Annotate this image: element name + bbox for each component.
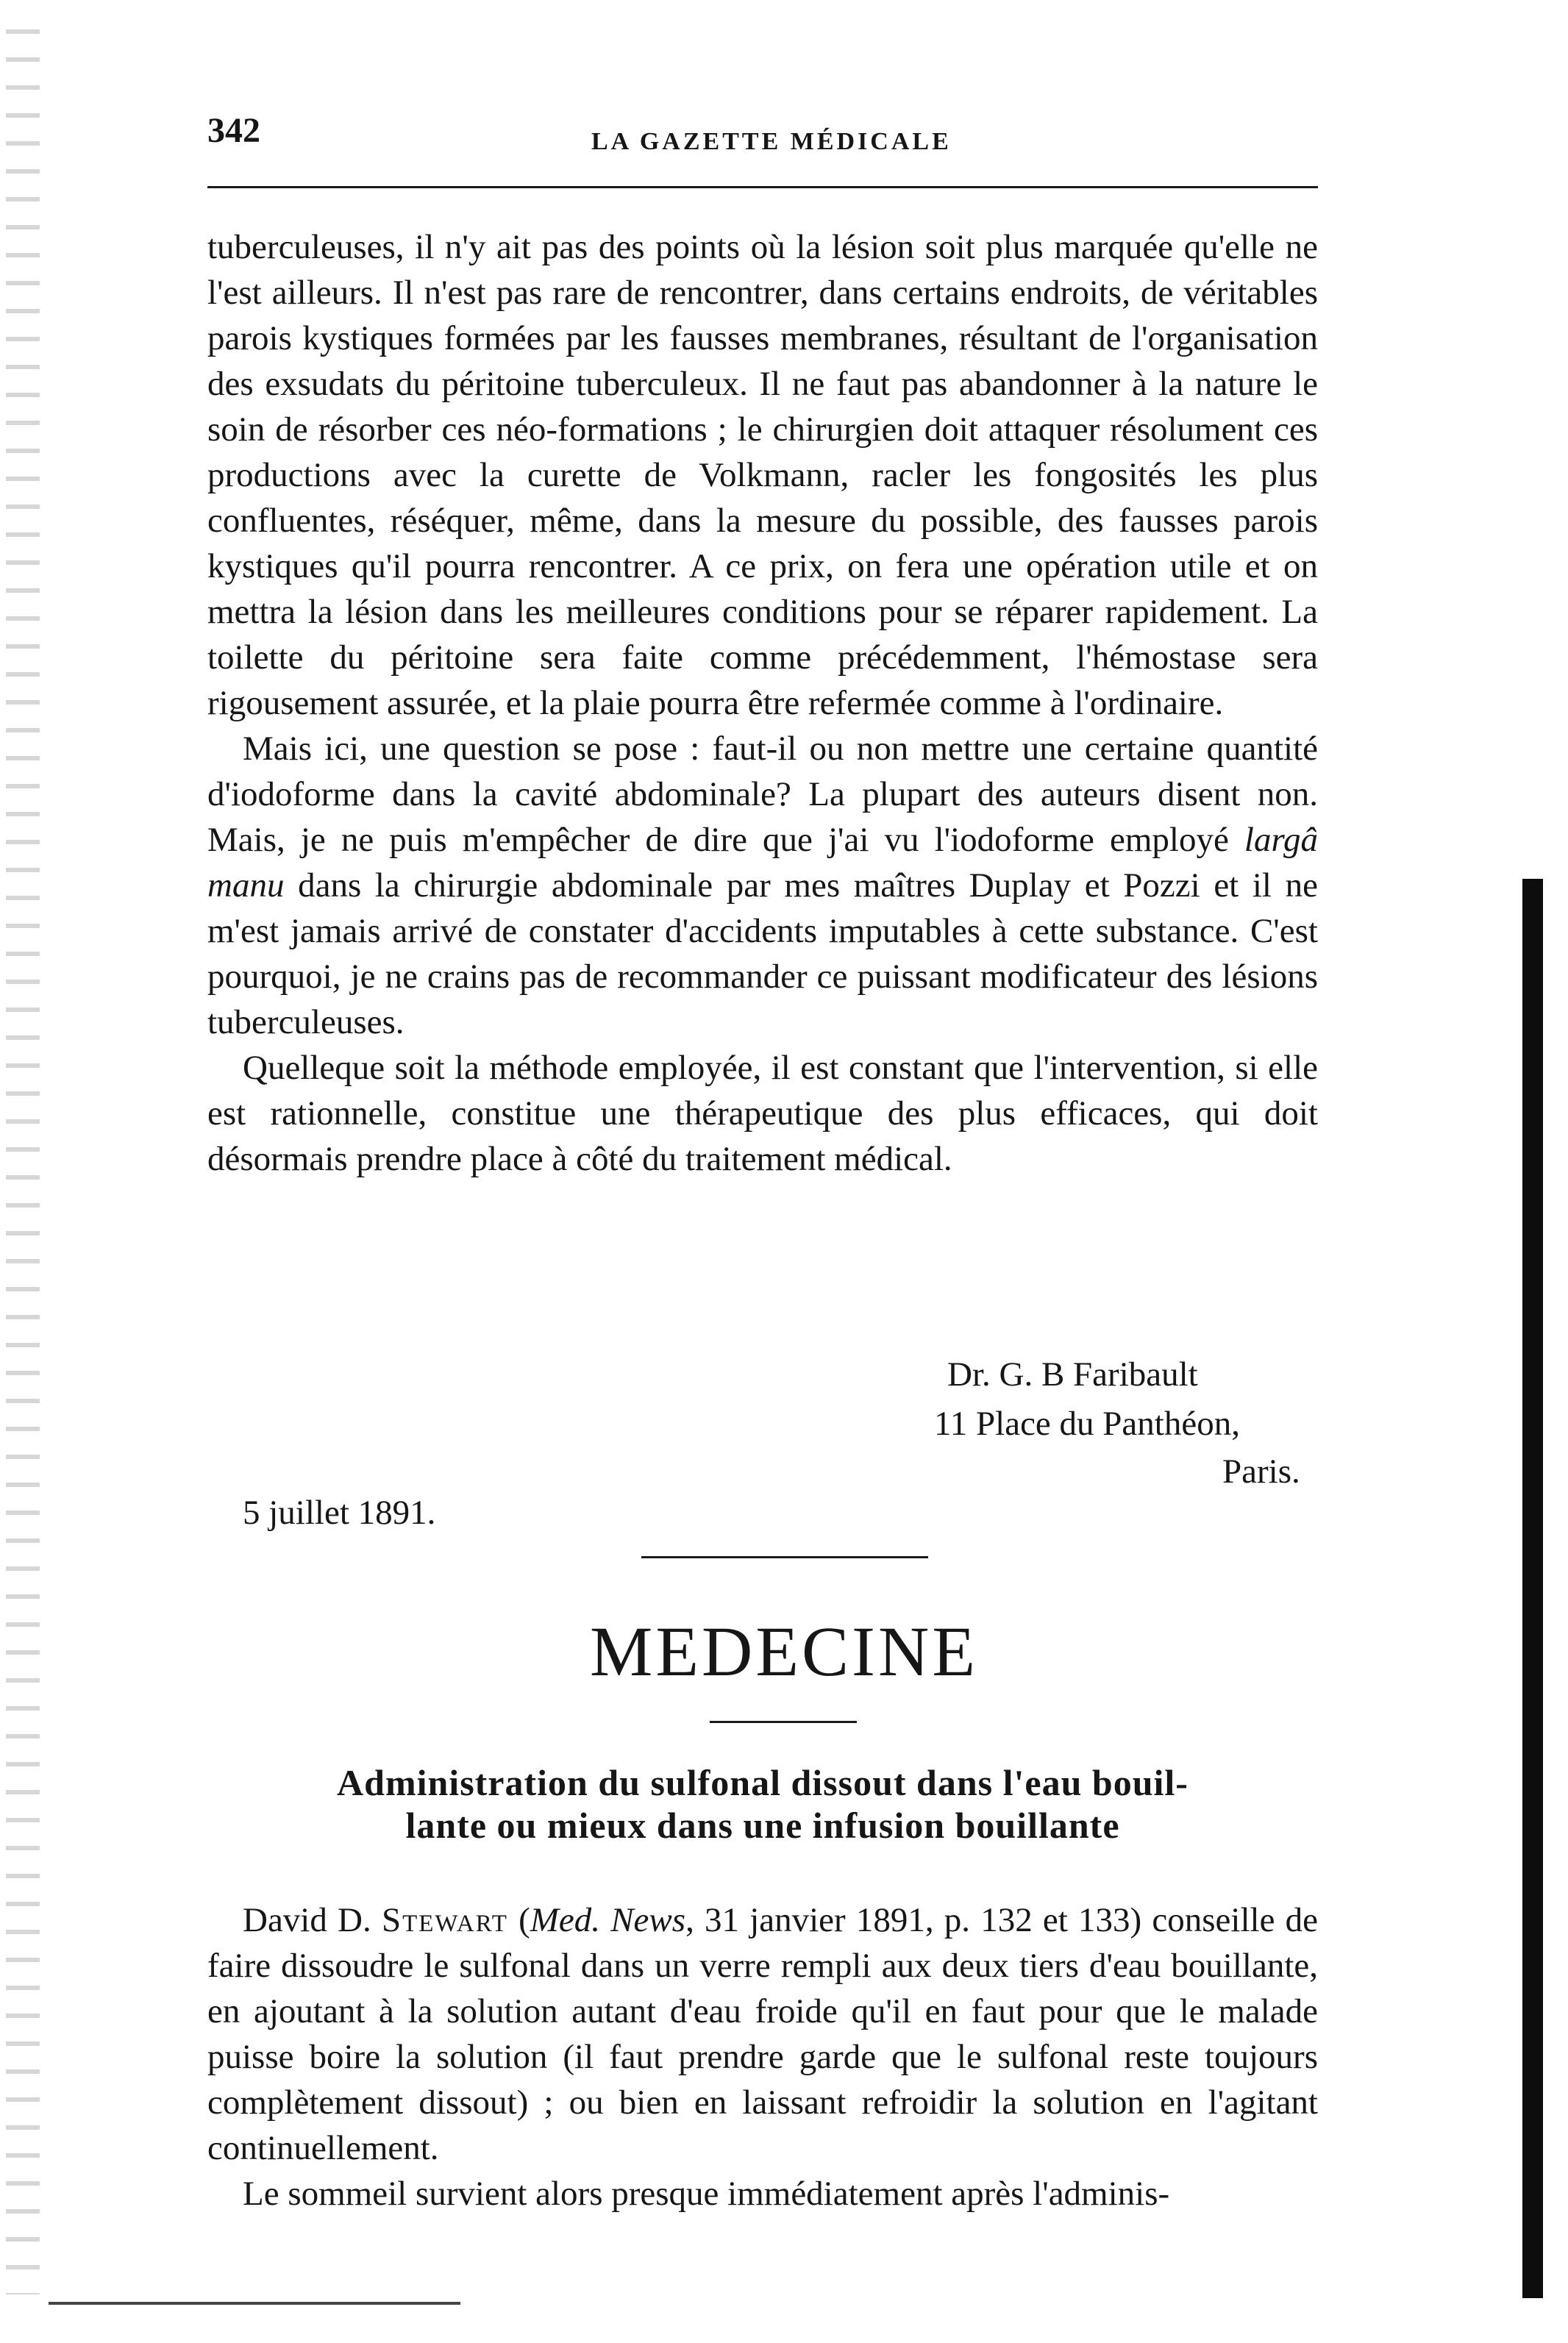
signature-address: 11 Place du Panthéon, — [934, 1405, 1240, 1443]
signature-date: 5 juillet 1891. — [243, 1494, 436, 1532]
signature-city: Paris. — [1222, 1452, 1300, 1491]
running-title: LA GAZETTE MÉDICALE — [591, 128, 952, 155]
continued-article — [207, 224, 1318, 1182]
paragraph — [207, 726, 1318, 1045]
section-separator-rule — [641, 1556, 928, 1558]
paragraph: tuberculeuses, il n'y ait pas des points où la lésion soit plus marquée qu'elle ne l'est ailleurs. Il n'est pas rare de rencontrer, dans certains endroits, de véritables parois kystiques formées par les fausses membranes, résultant de l'organisation des exsudats du péritoine tuberculeux. Il ne faut pas abandonner à la nature le soin de résorber ces néo-formations ; le chirurgien doit attaquer résolument ces productions avec la curette de Volkmann, racler les fongosités les plus confluentes, réséquer, même, dans la mesure du possible, des fausses parois kystiques qu'il pourra rencontrer. A ce prix, on fera une opération utile et on mettra la lésion dans les meilleures conditions pour se réparer rapidement. La toilette du péritoine sera faite comme précédemment, l'hémostase sera rigousement assurée, et la plaie pourra être refermée comme à l'ordinaire. — [207, 228, 1318, 722]
signature-name: Dr. G. B Faribault — [947, 1355, 1198, 1394]
author-last-name: Stewart — [381, 1901, 508, 1939]
reference-details: , 31 janvier 1891, p. 132 et 133) — [685, 1901, 1142, 1939]
paragraph: Quelleque soit la méthode employée, il est constant que l'intervention, si elle est rationnelle, constitue une thérapeutique des plus efficaces, qui doit désormais prendre place à côté du traitement médical. — [207, 1049, 1318, 1178]
reference-open: ( — [507, 1901, 530, 1939]
latin-phrase: largâ manu — [207, 821, 1318, 905]
page-right-edge-bar — [1522, 879, 1543, 2298]
running-header — [207, 110, 1311, 162]
article-body — [207, 1897, 1318, 2217]
paragraph-text: Mais ici, une question se pose : faut-il ou non mettre une certaine quantité d'iodoforme dans la cavité abdominale? La plupart des auteurs disent non. Mais, je ne puis m'empêcher de dire que j'ai vu l'iodoforme employé — [207, 730, 1318, 859]
paragraph: Le sommeil survient alors presque immédiatement après l'adminis- — [243, 2175, 1170, 2213]
article-title-line: Administration du sulfonal dissout dans l'eau bouil- — [337, 1762, 1189, 1803]
page-edge-bottom-line — [49, 2302, 460, 2305]
heading-underline-rule — [710, 1721, 857, 1723]
page-number: 342 — [207, 111, 260, 150]
article-title-line: lante ou mieux dans une infusion bouillante — [405, 1805, 1120, 1846]
paragraph-text: dans la chirurgie abdominale par mes maîtres Duplay et Pozzi et il ne m'est jamais arrivé de constater d'accidents imputables à cette substance. C'est pourquoi, je ne crains pas de recommander ce puissant modificateur des lésions tuberculeuses. — [207, 866, 1318, 1041]
page-edge-shadow — [6, 29, 40, 2294]
article-title — [207, 1761, 1318, 1847]
paragraph — [207, 1897, 1318, 2171]
paragraph-text: conseille de faire dissoudre le sulfonal dans un verre rempli aux deux tiers d'eau bouillante, en ajoutant à la solution autant d'eau froide qu'il en faut pour que le malade puisse boire la solution (il faut prendre garde que le sulfonal reste toujours complètement dissout) ; ou bien en laissant refroidir la solution en l'agitant continuellement. — [207, 1901, 1318, 2167]
journal-name: Med. News — [530, 1901, 686, 1939]
section-heading: MEDECINE — [590, 1612, 978, 1691]
header-rule — [207, 186, 1318, 188]
author-first-name: David D. — [243, 1901, 382, 1939]
